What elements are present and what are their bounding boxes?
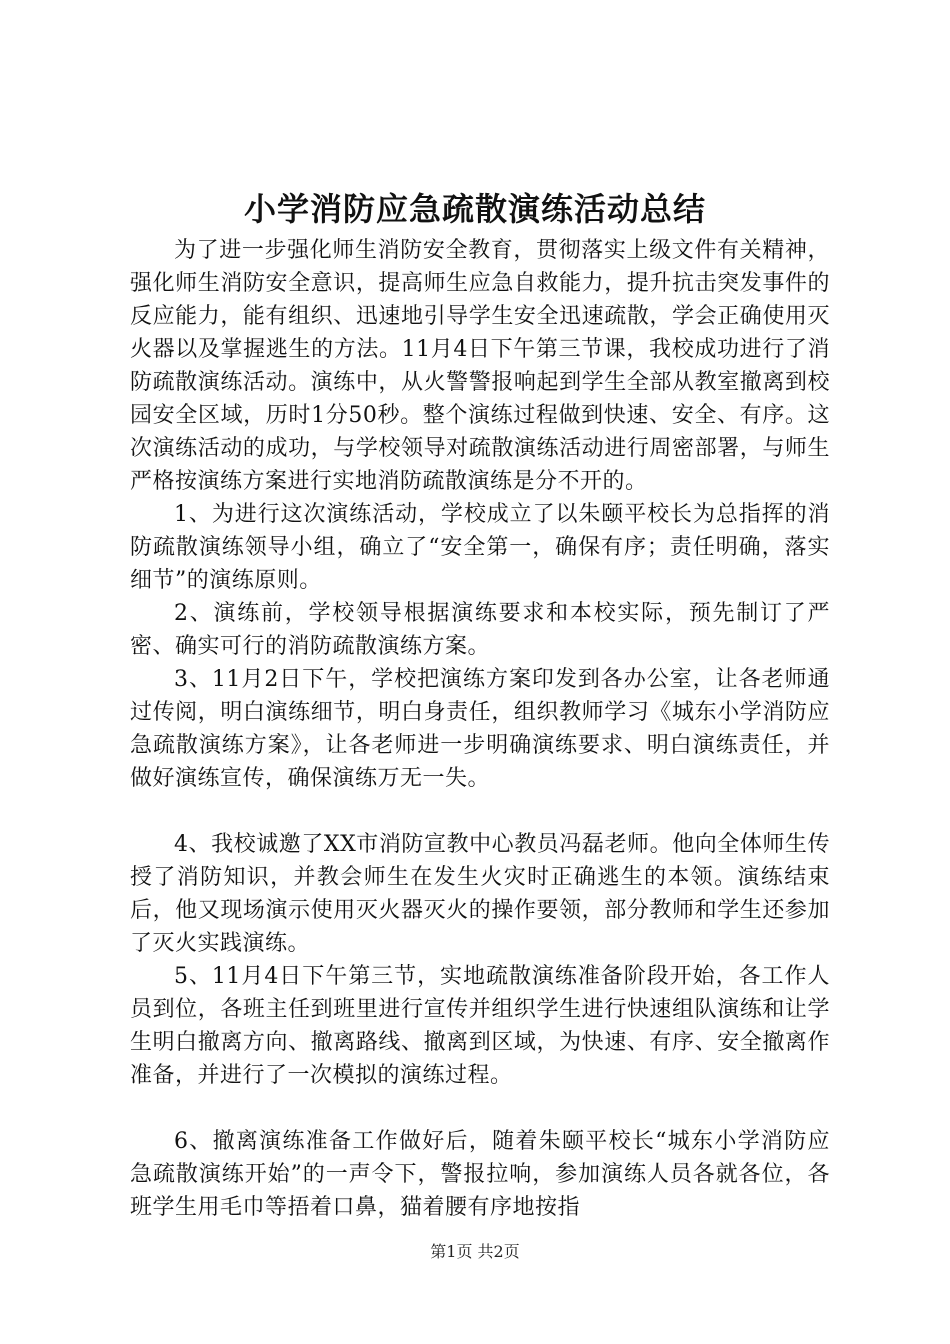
paragraph-item-5: 5、11月4日下午第三节，实地疏散演练准备阶段开始，各工作人员到位，各班主任到班里进行宣传并组织学生进行快速组队演练和让学生明白撤离方向、撤离路线、撤离到区域，为快速、有序、安全撤离作准备，并进行了一次模拟的演练过程。 <box>130 964 830 1088</box>
paragraph-item-3: 3、11月2日下午，学校把演练方案印发到各办公室，让各老师通过传阅，明白演练细节，明白身责任，组织教师学习《城东小学消防应急疏散演练方案》，让各老师进一步明确演练要求、明白演练责任，并做好演练宣传，确保演练万无一失。 <box>130 667 830 791</box>
paragraph-item-2: 2、演练前，学校领导根据演练要求和本校实际，预先制订了严密、确实可行的消防疏散演练方案。 <box>130 601 830 659</box>
paragraph-item-6: 6、撤离演练准备工作做好后，随着朱颐平校长“城东小学消防应急疏散演练开始”的一声令下，警报拉响，参加演练人员各就各位，各班学生用毛巾等捂着口鼻，猫着腰有序地按指 <box>130 1129 830 1220</box>
paragraph-intro: 为了进一步强化师生消防安全教育，贯彻落实上级文件有关精神，强化师生消防安全意识，提高师生应急自救能力，提升抗击突发事件的反应能力，能有组织、迅速地引导学生安全迅速疏散，学会正确使用灭火器以及掌握逃生的方法。11月4日下午第三节课，我校成功进行了消防疏散演练活动。演练中，从火警警报响起到学生全部从教室撤离到校园安全区域，历时1分50秒。整个演练过程做到快速、安全、有序。这次演练活动的成功，与学校领导对疏散演练活动进行周密部署，与师生严格按演练方案进行实地消防疏散演练是分不开的。 <box>130 238 830 494</box>
paragraph-item-1: 1、为进行这次演练活动，学校成立了以朱颐平校长为总指挥的消防疏散演练领导小组，确立了“安全第一，确保有序；责任明确，落实细节”的演练原则。 <box>130 502 830 593</box>
paragraph-item-4: 4、我校诚邀了XX市消防宣教中心教员冯磊老师。他向全体师生传授了消防知识，并教会师生在发生火灾时正确逃生的本领。演练结束后，他又现场演示使用灭火器灭火的操作要领，部分教师和学生还参加了灭火实践演练。 <box>130 832 830 956</box>
document-title: 小学消防应急疏散演练活动总结 <box>243 190 706 228</box>
page-footer: 第1页 共2页 <box>430 1242 520 1261</box>
document-body <box>130 234 830 1224</box>
